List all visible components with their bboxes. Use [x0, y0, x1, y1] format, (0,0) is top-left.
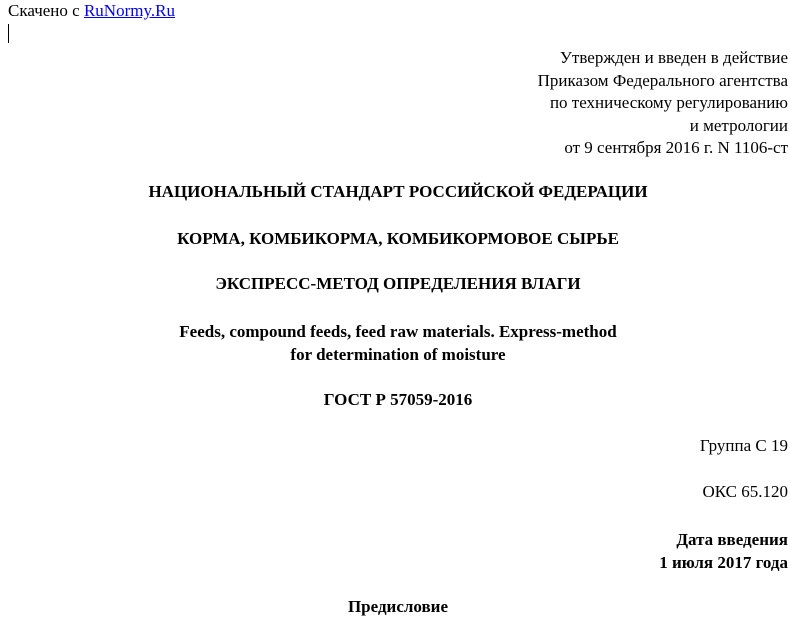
subject-title: КОРМА, КОМБИКОРМА, КОМБИКОРМОВОЕ СЫРЬЕ: [177, 229, 619, 248]
text-cursor: [8, 24, 9, 43]
english-title-line-2: for determination of moisture: [290, 345, 506, 364]
group-code: Группа С 19: [699, 436, 788, 455]
approval-line: от 9 сентября 2016 г. N 1106-ст: [564, 138, 788, 157]
download-prefix: Скачено с: [8, 1, 84, 20]
oks-code: ОКС 65.120: [702, 482, 788, 501]
introduction-date-block: [659, 528, 788, 574]
approval-line: Приказом Федерального агентства: [537, 70, 788, 90]
english-title: [0, 320, 790, 366]
introduction-date-value: 1 июля 2017 года: [659, 553, 788, 572]
english-title-line-1: Feeds, compound feeds, feed raw materials. Express-method: [179, 322, 617, 341]
national-standard-title: НАЦИОНАЛЬНЫЙ СТАНДАРТ РОССИЙСКОЙ ФЕДЕРАЦИИ: [148, 182, 648, 201]
foreword-heading: Предисловие: [347, 597, 449, 616]
approval-line: Утвержден и введен в действие: [559, 48, 788, 67]
gost-number: ГОСТ Р 57059-2016: [323, 390, 473, 409]
download-source-line: [8, 1, 175, 21]
introduction-date-label: Дата введения: [676, 530, 788, 549]
approval-block: [538, 47, 788, 160]
runormy-link[interactable]: RuNormy.Ru: [83, 1, 175, 20]
method-title: ЭКСПРЕСС-МЕТОД ОПРЕДЕЛЕНИЯ ВЛАГИ: [215, 274, 581, 293]
approval-line: по техническому регулированию: [549, 93, 788, 112]
approval-line: и метрологии: [689, 115, 788, 135]
